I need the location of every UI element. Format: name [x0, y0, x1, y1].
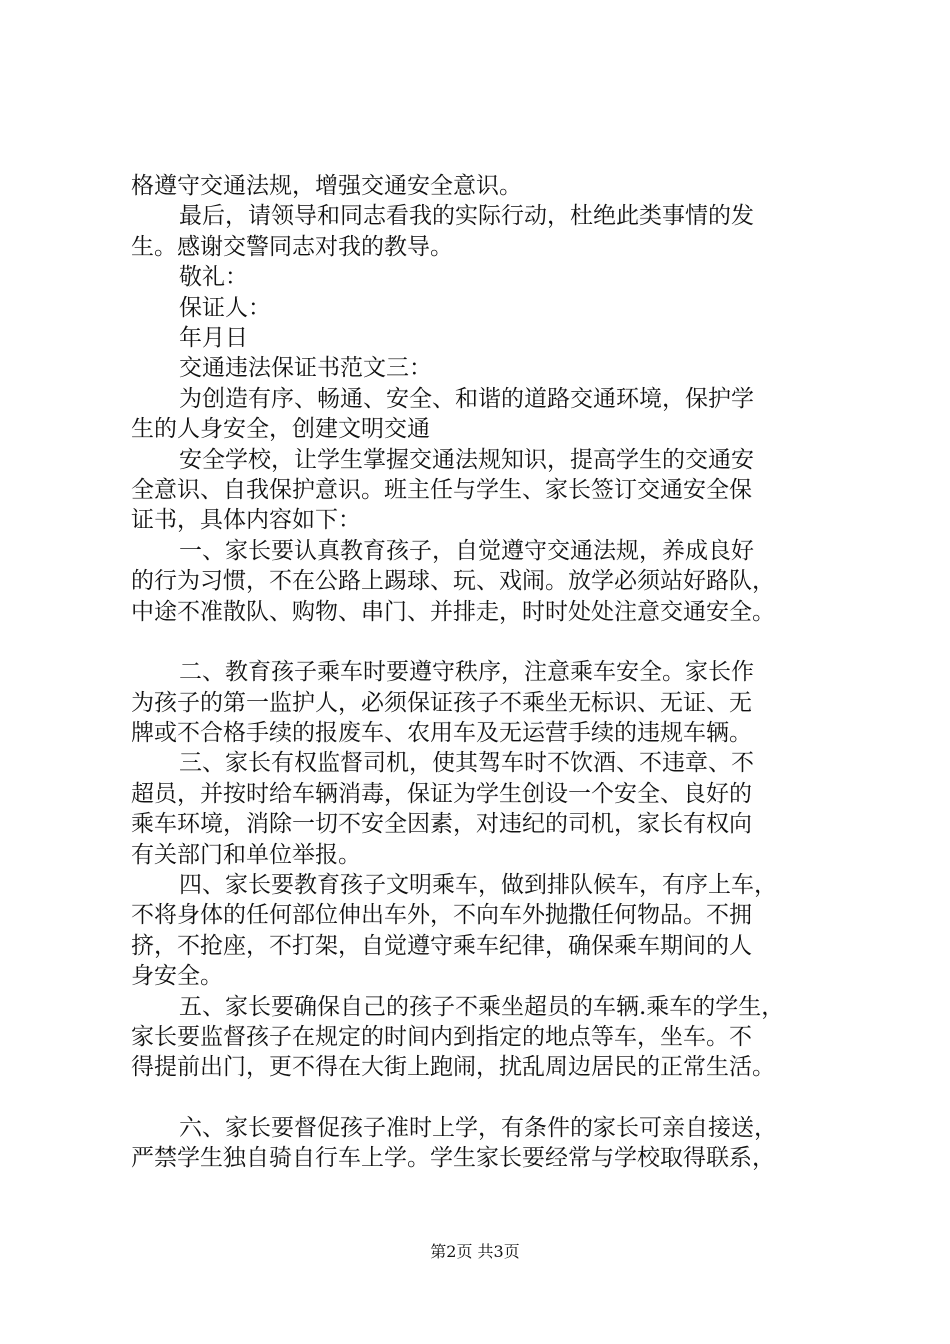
text-line: 二、教育孩子乘车时要遵守秩序，注意乘车安全。家长作: [179, 659, 754, 686]
text-line: 四、家长要教育孩子文明乘车，做到排队候车，有序上车，: [179, 871, 777, 898]
text-line: 乘车环境，消除一切不安全因素，对违纪的司机，家长有权向: [131, 811, 752, 838]
section-heading: 交通违法保证书范文三：: [179, 355, 432, 382]
paragraph-gap: [131, 627, 851, 657]
text-line: 家长要监督孩子在规定的时间内到指定的地点等车，坐车。不: [131, 1023, 752, 1050]
text-line: 最后，请领导和同志看我的实际行动，杜绝此类事情的发: [179, 203, 754, 230]
text-line: 三、家长有权监督司机，使其驾车时不饮酒、不违章、不: [179, 750, 754, 777]
page-footer: [0, 1241, 950, 1263]
text-line: 有关部门和单位举报。: [131, 841, 361, 868]
document-body: [131, 171, 851, 1174]
text-line: 严禁学生独自骑自行车上学。学生家长要经常与学校取得联系，: [131, 1145, 775, 1172]
text-line: 不将身体的任何部位伸出车外，不向车外抛撒任何物品。不拥: [131, 902, 752, 929]
text-line: 中途不准散队、购物、串门、并排走，时时处处注意交通安全。: [131, 598, 775, 625]
text-line: 证书，具体内容如下：: [131, 507, 361, 534]
text-line: 五、家长要确保自己的孩子不乘坐超员的车辆.乘车的学生，: [179, 993, 785, 1020]
text-line: 生的人身安全，创建文明交通: [131, 416, 430, 443]
text-line: 为创造有序、畅通、安全、和谐的道路交通环境，保护学: [179, 385, 754, 412]
text-line: 的行为习惯，不在公路上踢球、玩、戏闹。放学必须站好路队，: [131, 568, 775, 595]
text-line: 生。感谢交警同志对我的教导。: [131, 233, 453, 260]
text-line: 得提前出门，更不得在大街上跑闹，扰乱周边居民的正常生活。: [131, 1054, 775, 1081]
text-line: 格遵守交通法规，增强交通安全意识。: [131, 173, 522, 199]
text-line: 年月日: [179, 325, 248, 352]
page-number: 第2页 共3页: [430, 1242, 520, 1261]
text-line: 为孩子的第一监护人，必须保证孩子不乘坐无标识、无证、无: [131, 689, 752, 716]
text-line: 一、家长要认真教育孩子，自觉遵守交通法规，养成良好: [179, 537, 754, 564]
text-line: 牌或不合格手续的报废车、农用车及无运营手续的违规车辆。: [131, 719, 752, 746]
text-line: 敬礼：: [179, 264, 248, 291]
text-line: 挤，不抢座，不打架，自觉遵守乘车纪律，确保乘车期间的人: [131, 932, 752, 959]
text-line: 保证人：: [179, 294, 271, 321]
text-line: 身安全。: [131, 963, 223, 990]
text-line: 六、家长要督促孩子准时上学，有条件的家长可亲自接送，: [179, 1114, 777, 1141]
text-line: 全意识、自我保护意识。班主任与学生、家长签订交通安全保: [131, 477, 752, 504]
text-line: 安全学校，让学生掌握交通法规知识，提高学生的交通安: [179, 446, 754, 473]
paragraph-gap: [131, 1083, 851, 1113]
text-line: 超员，并按时给车辆消毒，保证为学生创设一个安全、良好的: [131, 780, 752, 807]
